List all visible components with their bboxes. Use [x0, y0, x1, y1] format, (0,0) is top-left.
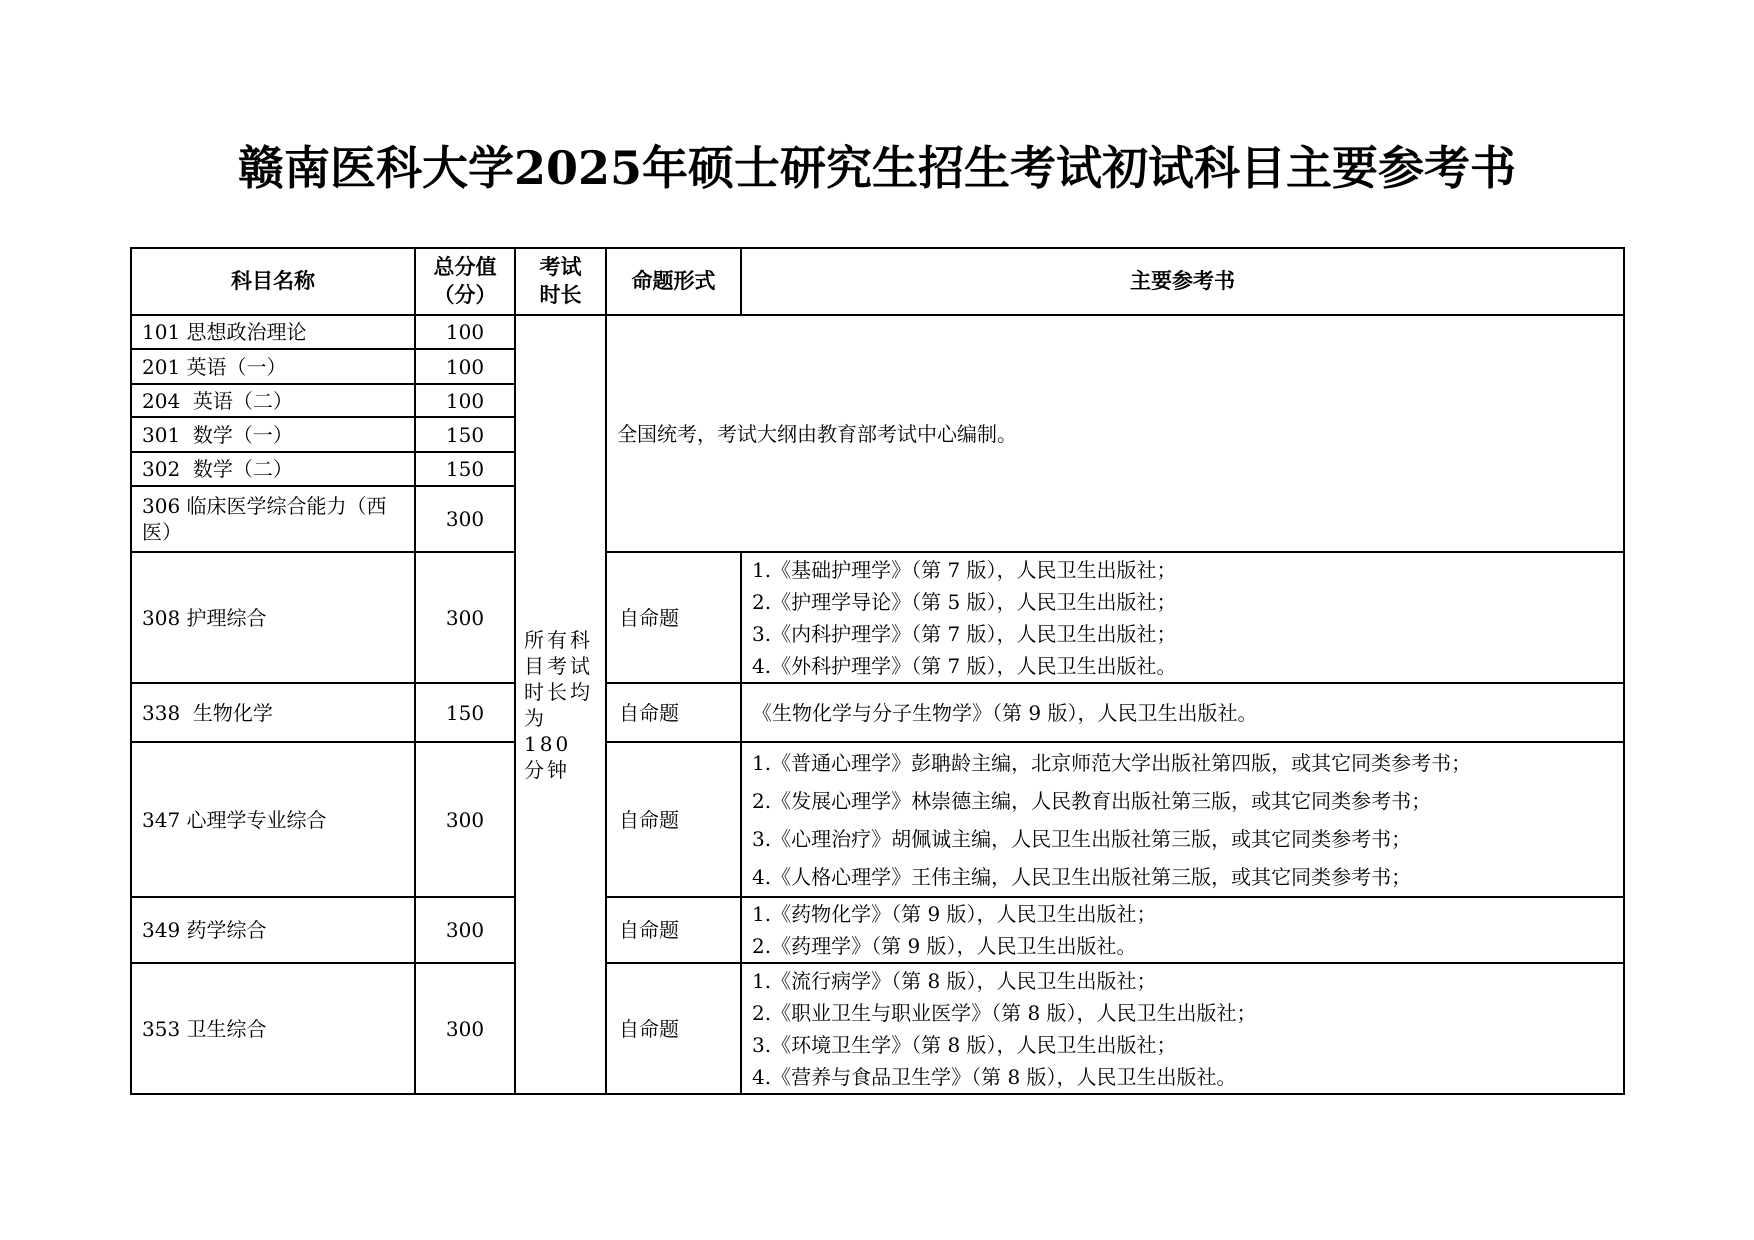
- question-type: 自命题: [606, 742, 741, 897]
- duration-note: 所有科目考试时长均为 180 分钟: [515, 315, 606, 1094]
- table-row: [131, 897, 1624, 963]
- table-row: [131, 963, 1624, 1094]
- header-duration-line2: 时长: [539, 282, 582, 307]
- subject-name: 338 生物化学: [131, 683, 415, 742]
- subject-score: 150: [415, 683, 515, 742]
- reference-list: [741, 683, 1624, 742]
- reference-list: [741, 897, 1624, 963]
- header-row: [131, 248, 1624, 315]
- subject-score: 100: [415, 349, 515, 384]
- header-score: [415, 248, 515, 315]
- header-duration: [515, 248, 606, 315]
- subject-name: 201 英语（一）: [131, 349, 415, 384]
- reference-item: 《生物化学与分子生物学》（第 9 版），人民卫生出版社。: [752, 700, 1258, 725]
- subject-score: 100: [415, 384, 515, 417]
- table-row: [131, 315, 1624, 349]
- question-type: 自命题: [606, 963, 741, 1094]
- header-score-line1: 总分值: [433, 255, 497, 280]
- table-row: [131, 683, 1624, 742]
- question-type: 自命题: [606, 897, 741, 963]
- reference-list: [741, 963, 1624, 1094]
- reference-item: 3.《内科护理学》（第 7 版），人民卫生出版社；: [752, 621, 1177, 646]
- question-type: 自命题: [606, 552, 741, 683]
- subject-name: 308 护理综合: [131, 552, 415, 683]
- reference-list: [741, 552, 1624, 683]
- subject-name: 347 心理学专业综合: [131, 742, 415, 897]
- subject-score: 300: [415, 486, 515, 552]
- header-references: 主要参考书: [741, 248, 1624, 315]
- subject-score: 300: [415, 897, 515, 963]
- table-row: [131, 742, 1624, 897]
- subject-name: 349 药学综合: [131, 897, 415, 963]
- header-duration-line1: 考试: [539, 255, 582, 280]
- subject-score: 300: [415, 742, 515, 897]
- header-question-type: 命题形式: [606, 248, 741, 315]
- subject-name: 101 思想政治理论: [131, 315, 415, 349]
- subject-name: 204 英语（二）: [131, 384, 415, 417]
- table-row: [131, 552, 1624, 683]
- national-exam-note: 全国统考，考试大纲由教育部考试中心编制。: [606, 315, 1624, 552]
- question-type: 自命题: [606, 683, 741, 742]
- reference-item: 2.《职业卫生与职业医学》（第 8 版），人民卫生出版社；: [752, 1000, 1257, 1025]
- reference-item: 2.《发展心理学》林崇德主编，人民教育出版社第三版，或其它同类参考书；: [752, 788, 1432, 813]
- subject-name: 302 数学（二）: [131, 452, 415, 486]
- reference-item: 1.《流行病学》（第 8 版），人民卫生出版社；: [752, 968, 1157, 993]
- header-subject: 科目名称: [131, 248, 415, 315]
- subject-score: 100: [415, 315, 515, 349]
- reference-item: 1.《普通心理学》彭聃龄主编，北京师范大学出版社第四版，或其它同类参考书；: [752, 750, 1472, 775]
- header-score-line2: （分）: [433, 282, 497, 307]
- reference-books-table: [130, 247, 1625, 1095]
- reference-list: [741, 742, 1624, 897]
- subject-score: 300: [415, 552, 515, 683]
- reference-item: 1.《基础护理学》（第 7 版），人民卫生出版社；: [752, 557, 1177, 582]
- subject-name: 306 临床医学综合能力（西医）: [131, 486, 415, 552]
- subject-score: 150: [415, 452, 515, 486]
- reference-item: 2.《药理学》（第 9 版），人民卫生出版社。: [752, 934, 1137, 958]
- reference-item: 2.《护理学导论》（第 5 版），人民卫生出版社；: [752, 589, 1177, 614]
- reference-item: 4.《人格心理学》王伟主编，人民卫生出版社第三版，或其它同类参考书；: [752, 864, 1412, 889]
- page-title: 赣南医科大学2025年硕士研究生招生考试初试科目主要参考书: [237, 141, 1517, 195]
- subject-score: 150: [415, 417, 515, 452]
- subject-name: 301 数学（一）: [131, 417, 415, 452]
- reference-item: 1.《药物化学》（第 9 版），人民卫生出版社；: [752, 902, 1157, 926]
- reference-item: 3.《环境卫生学》（第 8 版），人民卫生出版社；: [752, 1032, 1177, 1057]
- reference-item: 3.《心理治疗》胡佩诚主编，人民卫生出版社第三版，或其它同类参考书；: [752, 826, 1412, 851]
- subject-name: 353 卫生综合: [131, 963, 415, 1094]
- reference-item: 4.《营养与食品卫生学》（第 8 版），人民卫生出版社。: [752, 1064, 1237, 1089]
- subject-score: 300: [415, 963, 515, 1094]
- reference-item: 4.《外科护理学》（第 7 版），人民卫生出版社。: [752, 653, 1177, 678]
